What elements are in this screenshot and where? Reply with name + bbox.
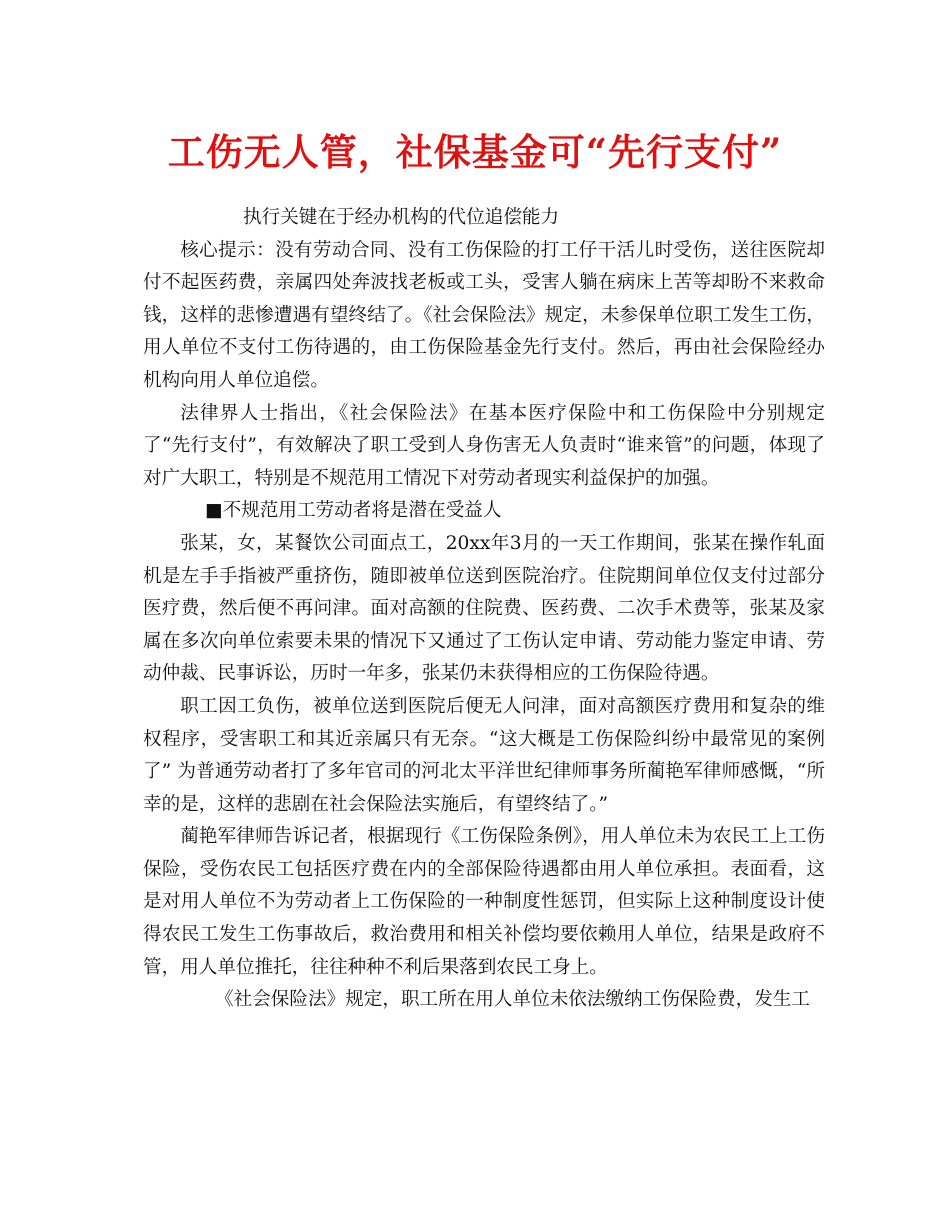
section-heading: ■不规范用工劳动者将是潜在受益人	[205, 500, 502, 522]
paragraph: 职工因工负伤，被单位送到医院后便无人问津，面对高额医疗费用和复杂的维权程序，受害职工和其近亲属只有无奈。“这大概是工伤保险纠纷中最常见的案例了” 为普通劳动者打了多年官司的河北太平洋世纪律师事务所蔺艳军律师感慨，“所幸的是，这样的悲剧在社会保险法实施后，有望终结了。”	[143, 695, 825, 815]
document-subtitle: 执行关键在于经办机构的代位追偿能力	[243, 207, 560, 228]
paragraph: 核心提示：没有劳动合同、没有工伤保险的打工仔干活儿时受伤，送往医院却付不起医药费，亲属四处奔波找老板或工头，受害人躺在病床上苦等却盼不来救命钱，这样的悲惨遭遇有望终结了。《社会保险法》规定，未参保单位职工发生工伤，用人单位不支付工伤待遇的，由工伤保险基金先行支付。然后，再由社会保险经办机构向用人单位追偿。	[143, 239, 825, 391]
paragraph: 张某，女，某餐饮公司面点工，20xx年3月的一天工作期间，张某在操作轧面机是左手手指被严重挤伤，随即被单位送到医院治疗。住院期间单位仅支付过部分医疗费，然后便不再问津。面对高额的住院费、医药费、二次手术费等，张某及家属在多次向单位索要未果的情况下又通过了工伤认定申请、劳动能力鉴定申请、劳动仲裁、民事诉讼，历时一年多，张某仍未获得相应的工伤保险待遇。	[143, 532, 825, 685]
paragraph-last: 《社会保险法》规定，职工所在用人单位未依法缴纳工伤保险费，发生工	[215, 989, 811, 1011]
document-body	[143, 202, 825, 1017]
document-title: 工伤无人管，社保基金可“先行支付”	[167, 130, 783, 174]
paragraph: 法律界人士指出，《社会保险法》在基本医疗保险中和工伤保险中分别规定了“先行支付”，有效解决了职工受到人身伤害无人负责时“谁来管”的问题，体现了对广大职工，特别是不规范用工情况下对劳动者现实利益保护的加强。	[143, 402, 825, 489]
paragraph: 蔺艳军律师告诉记者，根据现行《工伤保险条例》，用人单位未为农民工上工伤保险，受伤农民工包括医疗费在内的全部保险待遇都由用人单位承担。表面看，这是对用人单位不为劳动者上工伤保险的一种制度性惩罚，但实际上这种制度设计使得农民工发生工伤事故后，救治费用和相关补偿均要依赖用人单位，结果是政府不管，用人单位推托，往往种种不利后果落到农民工身上。	[143, 826, 825, 978]
